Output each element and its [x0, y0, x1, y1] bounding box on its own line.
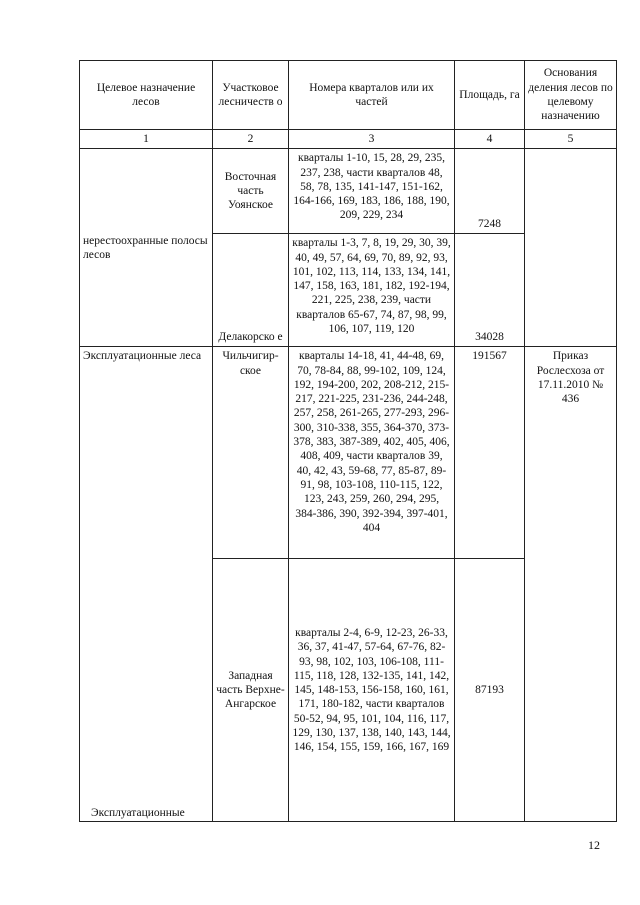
row-basis	[525, 149, 617, 347]
column-number: 4	[455, 130, 525, 149]
row-basis: Приказ Рослесхоза от 17.11.2010 № 436	[525, 347, 617, 822]
row-area: 87193	[455, 559, 525, 822]
row-quarters: кварталы 14-18, 41, 44-48, 69, 70, 78-84, 88, 99-102, 109, 124, 192, 194-200, 202, 208-212, 215-217, 221-225, 231-236, 244-248, 257, 258, 261-265, 277-293, 296-300, 310-338, 355, 364-370, 373-378, 383, 387-389, 402, 405, 406, 408, 409, части кварталов 39, 40, 42, 43, 59-68, 77, 85-87, 89-91, 98, 103-108, 110-115, 122, 123, 243, 259, 260, 294, 295, 384-386, 390, 392-394, 397-401, 404	[289, 347, 455, 559]
column-number: 3	[289, 130, 455, 149]
row-quarters: кварталы 2-4, 6-9, 12-23, 26-33, 36, 37, 41-47, 57-64, 67-76, 82-93, 98, 102, 103, 106-108, 111-115, 118, 128, 132-135, 141, 142, 145, 148-153, 156-158, 160, 161, 171, 180-182, части кварталов 50-52, 94, 95, 101, 104, 116, 117, 129, 130, 137, 138, 140, 143, 144, 146, 154, 155, 159, 166, 167, 169	[289, 559, 455, 822]
row-purpose-cell	[80, 347, 213, 822]
row-forestry: Делакорско е	[213, 234, 289, 347]
column-number: 1	[80, 130, 213, 149]
row-area: 7248	[455, 149, 525, 234]
row-forestry: Западная часть Верхне-Ангарское	[213, 559, 289, 822]
row-quarters: кварталы 1-10, 15, 28, 29, 235, 237, 238, части кварталов 48, 58, 78, 135, 141-147, 151-162, 164-166, 169, 183, 186, 188, 190, 209, 229, 234	[289, 149, 455, 234]
row-purpose: Эксплуатационные	[91, 807, 185, 819]
header-area: Площадь, га	[455, 61, 525, 130]
table-row	[80, 149, 617, 234]
row-area: 34028	[455, 234, 525, 347]
header-forestry: Участковое лесничеств о	[213, 61, 289, 130]
row-quarters: кварталы 1-3, 7, 8, 19, 29, 30, 39, 40, 49, 57, 64, 69, 70, 89, 92, 93, 101, 102, 113, 114, 133, 134, 141, 147, 158, 163, 181, 182, 192-194, 221, 225, 238, 239, части кварталов 65-67, 74, 87, 98, 99, 106, 107, 119, 120	[289, 234, 455, 347]
row-purpose: Эксплуатационные леса	[83, 350, 202, 363]
table-row	[80, 347, 617, 559]
table-header-row	[80, 61, 617, 130]
row-forestry: Восточная часть Уоянское	[213, 149, 289, 234]
column-number-row	[80, 130, 617, 149]
header-quarters: Номера кварталов или их частей	[289, 61, 455, 130]
header-purpose: Целевое назначение лесов	[80, 61, 213, 130]
row-forestry: Чильчигир-ское	[213, 347, 289, 559]
header-basis: Основания деления лесов по целевому назначению	[525, 61, 617, 130]
row-purpose: нерестоохранные полосы лесов	[80, 149, 213, 347]
column-number: 5	[525, 130, 617, 149]
column-number: 2	[213, 130, 289, 149]
forest-division-table	[79, 60, 617, 822]
page-number: 12	[588, 838, 600, 852]
row-area: 191567	[455, 347, 525, 559]
